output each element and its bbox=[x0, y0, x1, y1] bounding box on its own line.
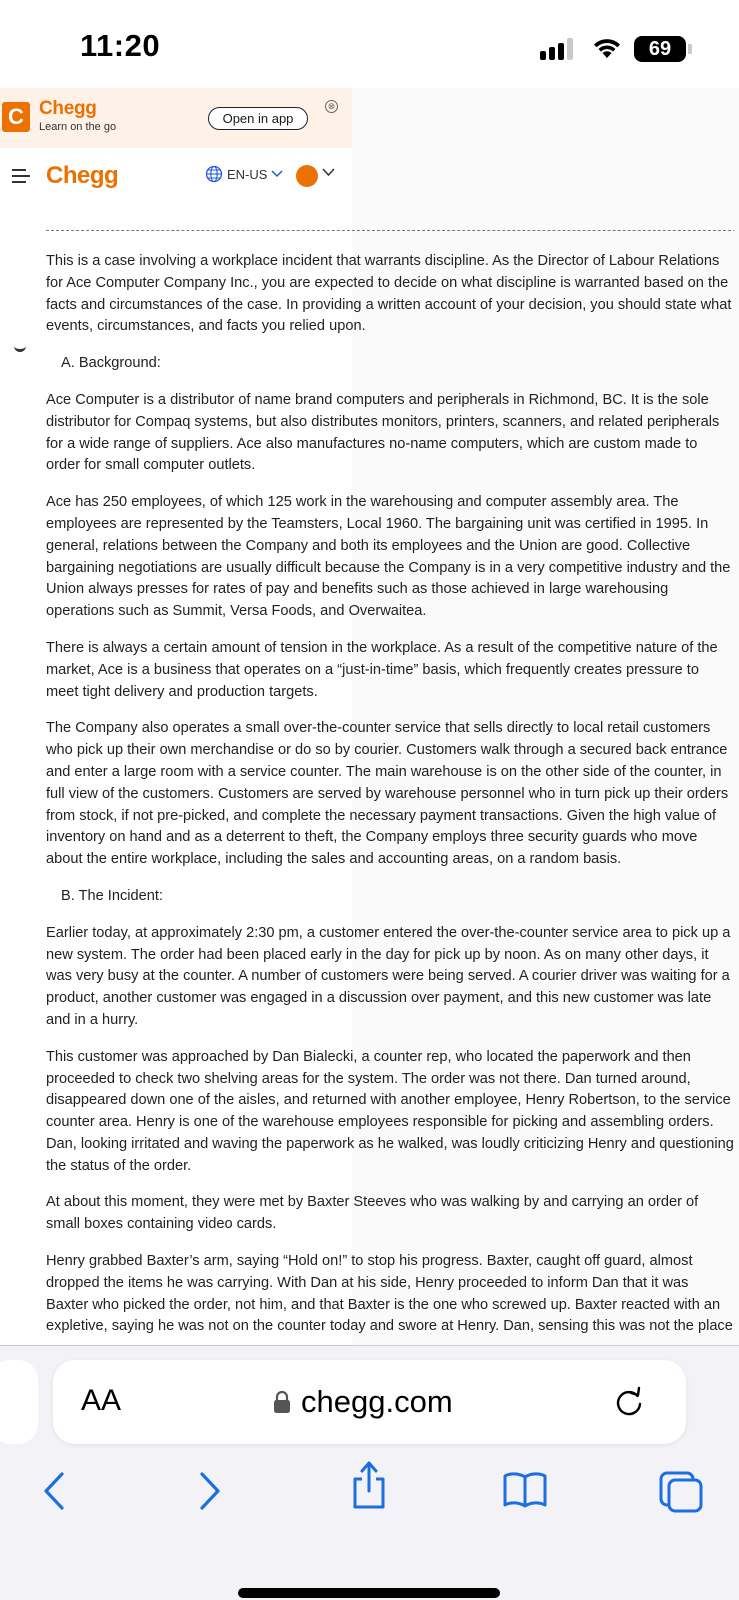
battery-icon: 69 bbox=[634, 36, 686, 62]
intro-paragraph: This is a case involving a workplace incident that warrants discipline. As the Director of Labour Relations for Ace Computer Company Inc., you are expected to decide on what discipline is warranted based on the facts and circumstances of the case. In providing a written account of your decision, you should state what events, circumstances, and facts you relied upon. bbox=[46, 253, 732, 335]
article-content bbox=[46, 230, 734, 1342]
tabs-icon[interactable] bbox=[659, 1471, 703, 1513]
chevron-down-icon[interactable] bbox=[322, 168, 335, 177]
section-heading-incident: B. The Incident: bbox=[61, 887, 163, 904]
dashed-divider bbox=[46, 230, 734, 231]
chevron-down-icon bbox=[271, 170, 283, 178]
banner-brand: Chegg bbox=[39, 98, 97, 119]
battery-cap bbox=[688, 44, 692, 54]
language-label: EN-US bbox=[227, 166, 268, 182]
paragraph: This customer was approached by Dan Bialecki, a counter rep, who located the paperwork and then proceeded to check two shelving areas for the system. The order was not there. Dan turned around, disappeared down one of the aisles, and returned with another employee, Henry Robertson, to the service counter area. Henry is one of the warehouse employees responsible for picking and assembling orders. Dan, looking irritated and waving the paperwork as he walked, was loudly criticizing Henry and questioning the status of the order. bbox=[46, 1048, 734, 1174]
paragraph: Ace has 250 employees, of which 125 work in the warehousing and computer assembly area. The employees are represented by the Teamsters, Local 1960. The bargaining unit was certified in 1995. In general, relations between the Company and both its employees and the Union are good. Collective bargaining negotiations are usually difficult because the Company is in a very competitive industry and the Union always presses for rates of pay and benefits such as those achieved in large warehousing operations such as Summit, Versa Foods, and Overwaitea. bbox=[46, 494, 731, 620]
language-selector[interactable] bbox=[205, 165, 283, 183]
site-header bbox=[0, 148, 352, 206]
chegg-logo[interactable]: Chegg bbox=[46, 162, 119, 189]
app-banner bbox=[0, 88, 352, 148]
share-icon[interactable] bbox=[349, 1459, 389, 1511]
paragraph: The Company also operates a small over-the-counter service that sells directly to local retail customers who pick up their own merchandise or do so by courier. Customers walk through a secured back entrance and enter a large room with a service counter. The main warehouse is on the other side of the counter, in full view of the customers. Customers are served by warehouse personnel who in turn pick up their orders from stock, if not pre-picked, and complete the necessary payment transactions. Given the high value of inventory on hand and as a deterrent to theft, the Company employs three security guards who move about the entire workplace, including the sales and accounting areas, on a random basis. bbox=[46, 720, 729, 868]
safari-toolbar bbox=[0, 1346, 739, 1600]
cellular-signal-icon bbox=[540, 38, 576, 60]
open-in-app-button[interactable]: Open in app bbox=[208, 107, 308, 130]
text-size-button[interactable]: AA bbox=[81, 1384, 122, 1417]
browser-nav-row bbox=[0, 1471, 739, 1521]
address-bar[interactable] bbox=[53, 1360, 686, 1444]
home-indicator[interactable] bbox=[238, 1588, 500, 1598]
paragraph: Ace Computer is a distributor of name brand computers and peripherals in Richmond, BC. It is the sole distributor for Compaq systems, but also distributes monitors, printers, scanners, and related peripherals for a wide range of suppliers. Ace also manufactures no-name computers, which are custom made to order for small computer outlets. bbox=[46, 391, 720, 474]
partial-icon bbox=[14, 344, 26, 352]
section-heading-background: A. Background: bbox=[61, 355, 161, 372]
chegg-app-icon: C bbox=[2, 102, 30, 132]
paragraph: At about this moment, they were met by Baxter Steeves who was walking by and carrying an order of small boxes containing video cards. bbox=[46, 1194, 699, 1233]
paragraph: Earlier today, at approximately 2:30 pm, a customer entered the over-the-counter service area to pick up a new system. The order had been placed early in the day for pick up by noon. As on many other days, it was very busy at the counter. A number of customers were being served. A courier driver was waiting for a product, another customer was engaged in a discussion over payment, and this new customer was late and in a hurry. bbox=[46, 924, 731, 1028]
back-icon[interactable] bbox=[42, 1471, 66, 1511]
bookmarks-icon[interactable] bbox=[502, 1471, 548, 1509]
previous-tab-preview[interactable] bbox=[0, 1360, 38, 1444]
banner-close-icon[interactable]: ⊗ bbox=[325, 100, 338, 113]
avatar[interactable] bbox=[296, 165, 318, 187]
forward-icon[interactable] bbox=[198, 1471, 222, 1511]
paragraph: There is always a certain amount of tension in the workplace. As a result of the competitive nature of the market, Ace is a business that operates on a “just-in-time” basis, which frequently creates pressure to meet tight delivery and production targets. bbox=[46, 639, 718, 700]
reload-icon[interactable] bbox=[613, 1384, 645, 1418]
banner-tagline: Learn on the go bbox=[39, 121, 117, 133]
paragraph: Henry grabbed Baxter’s arm, saying “Hold on!” to stop his progress. Baxter, caught off guard, almost dropped the items he was carrying. With Dan at his side, Henry proceeded to inform Dan that it was Baxter who picked the order, not him, and that Baxter is the one who screwed up. Baxter reacted with an expletive, saying he was not on the counter today and swore at Henry. Dan, sensing this was not the place bbox=[46, 1253, 733, 1335]
status-bar bbox=[0, 0, 739, 88]
url-text: chegg.com bbox=[301, 1384, 453, 1419]
wifi-icon bbox=[592, 36, 622, 60]
url-display[interactable] bbox=[273, 1384, 453, 1420]
lock-icon bbox=[273, 1390, 291, 1414]
status-time: 11:20 bbox=[80, 28, 161, 63]
globe-icon bbox=[205, 165, 223, 183]
hamburger-menu-icon[interactable] bbox=[12, 167, 30, 185]
